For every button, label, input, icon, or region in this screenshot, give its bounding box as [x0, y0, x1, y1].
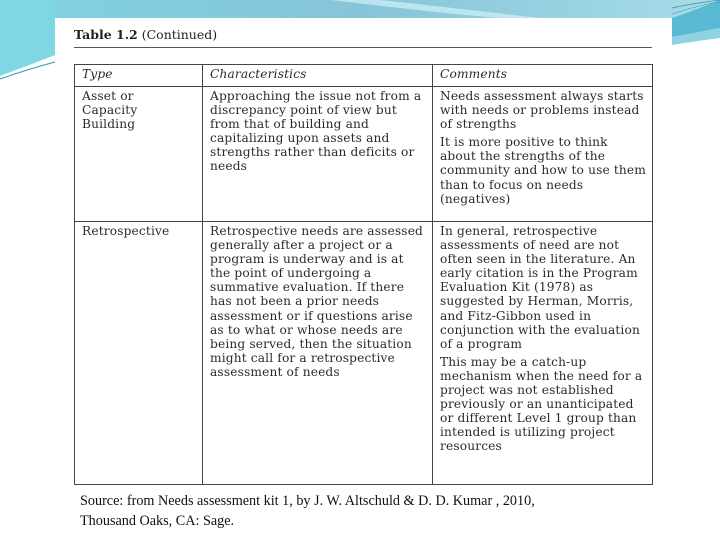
caption-line-1: Source: from Needs assessment kit 1, by J. W. Altschuld & D. D. Kumar , 2010,: [80, 493, 535, 509]
table-row: [75, 87, 653, 222]
column-header-characteristics: Characteristics: [203, 65, 433, 87]
cell-comments: [433, 222, 653, 485]
comment-text: This may be a catch-up mechanism when the need for a project was not established previously or an unanticipated or different Level 1 group than intended is utilizing project resources: [440, 354, 643, 454]
caption-line-2: Thousand Oaks, CA: Sage.: [80, 513, 235, 529]
table-row: [75, 222, 653, 485]
needs-assessment-types-table: [74, 64, 653, 485]
table-title-suffix: (Continued): [137, 27, 218, 42]
comment-text: In general, retrospective assessments of need are not often seen in the literature. An early citation is in the Program Evaluation Kit (1978) as suggested by Herman, Morris, and Fitz-Gibbon used in conjunction with the evaluation of a program: [440, 224, 640, 351]
scanned-table-image: [55, 18, 672, 490]
column-header-comments: Comments: [433, 65, 653, 87]
cell-comments: [433, 87, 653, 222]
title-rule: [74, 47, 652, 48]
cell-type: Retrospective: [75, 222, 203, 485]
cell-type: [75, 87, 203, 222]
source-caption: [80, 491, 535, 531]
characteristics-text: Approaching the issue not from a discrepancy point of view but from that of building and capitalizing upon assets and strengths rather than deficits or needs: [210, 89, 422, 174]
column-header-type: Type: [75, 65, 203, 87]
type-label: Asset or Capacity Building: [82, 89, 138, 132]
cell-characteristics: [203, 87, 433, 222]
comment-text: It is more positive to think about the strengths of the community and how to use them than to focus on needs (negatives): [440, 135, 646, 206]
table-title: [74, 27, 217, 42]
comment-text: Needs assessment always starts with needs or problems instead of strengths: [440, 89, 644, 132]
characteristics-text: Retrospective needs are assessed generally after a project or a program is underway and is at the point of undergoing a summative evaluation. If there has not been a prior needs assessment or if questions arise as to what or whose needs are being served, then the situation might call for a retrospective assessment of needs: [210, 224, 424, 379]
cell-characteristics: [203, 222, 433, 485]
table-number: Table 1.2: [74, 27, 138, 42]
header-row: [75, 65, 653, 87]
